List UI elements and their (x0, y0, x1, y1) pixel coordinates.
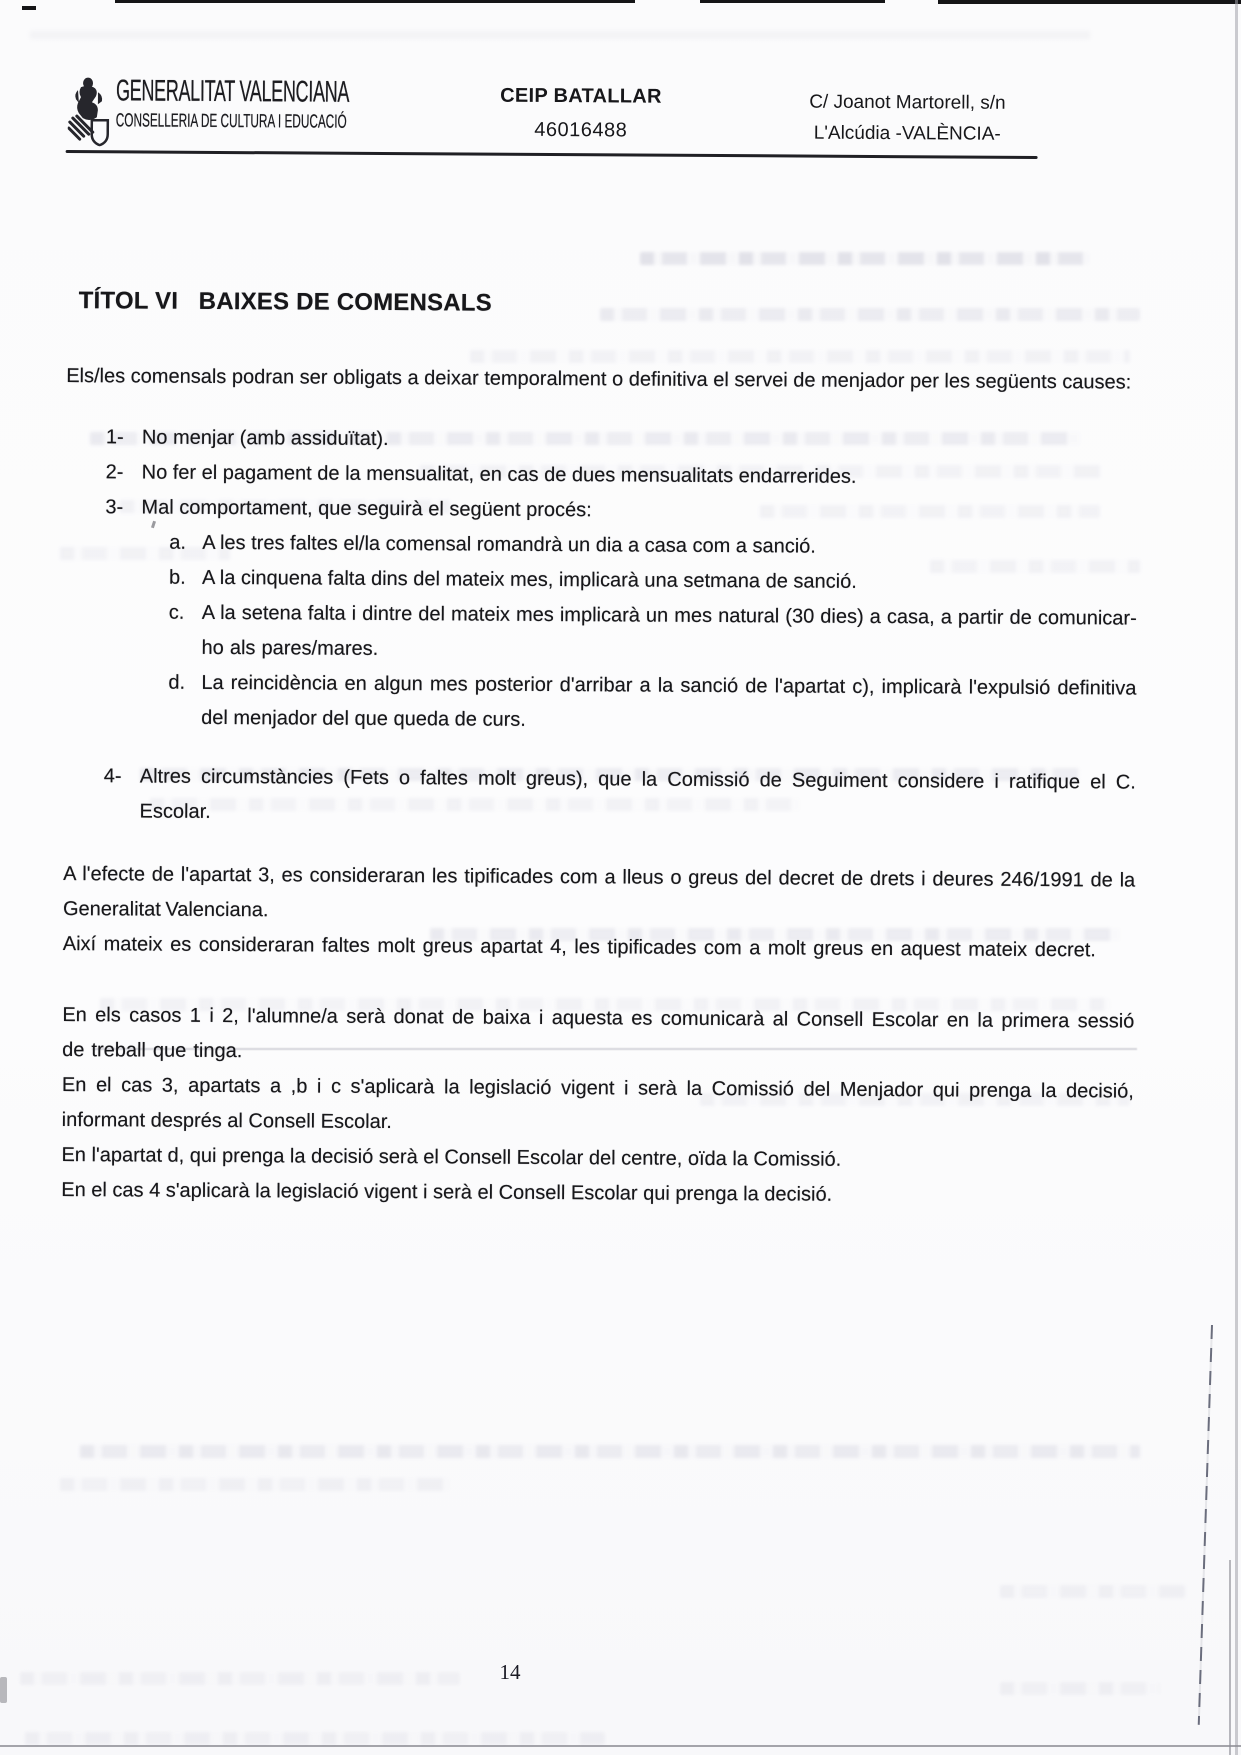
list-marker: b. (168, 566, 186, 589)
list-item (169, 526, 1137, 567)
page-number: 14 (499, 1660, 521, 1684)
intro-paragraph: Els/les comensals podran ser obligats a deixar temporalment o definitiva el servei de menjador per les següents causes: (66, 365, 1132, 394)
list-item-text: No fer el pagament de la mensualitat, en cas de dues mensualitats endarrerides. (141, 461, 857, 488)
document-header (68, 74, 1151, 159)
clarification-paragraphs (63, 857, 1136, 969)
school-name: CEIP BATALLAR (500, 84, 662, 108)
school-code: 46016488 (534, 118, 628, 142)
scan-edge-artifact (938, 0, 1241, 4)
paragraph: Així mateix es consideraran faltes molt greus apartat 4, les tipificades com a molt greus en aquest mateix decret. (62, 933, 1096, 962)
list-item (168, 666, 1136, 742)
list-item (168, 596, 1136, 672)
list-item-text: No menjar (amb assiduïtat). (141, 426, 389, 451)
list-item-text: Mal comportament, que seguirà el següent procés: (141, 496, 592, 522)
document-body (61, 286, 1139, 1215)
scan-edge-artifact (700, 0, 885, 3)
list-marker: 1- (105, 426, 124, 449)
list-marker: 3- (105, 496, 124, 519)
decision-paragraphs (61, 998, 1134, 1215)
list-item-text: A les tres faltes el/la comensal romandrà un dia a casa com a sanció. (202, 531, 816, 558)
list-marker: 4- (103, 765, 122, 788)
address-line-1: C/ Joanot Martorell, s/n (809, 91, 1006, 114)
paragraph: En el cas 4 s'aplicarà la legislació vigent i serà el Consell Escolar qui prenga la decisió. (61, 1179, 833, 1206)
org-name: GENERALITAT VALENCIANA (115, 74, 350, 109)
list-item-text: A la setena falta i dintre del mateix mes implicarà un mes natural (30 dies) a casa, a partir de comunicar-ho als pares/mares. (201, 601, 1137, 660)
list-item-text: La reincidència en algun mes posterior d'arribar a la sanció de l'apartat c), implicarà l'expulsió definitiva del menjador del que queda de curs. (201, 671, 1137, 731)
list-marker: a. (169, 531, 186, 554)
address-block (795, 86, 1020, 149)
list-marker: c. (168, 601, 185, 624)
section-title: TÍTOL VI BAIXES DE COMENSALS (78, 287, 492, 317)
org-department: CONSELLERIA DE CULTURA I EDUCACIÓ (115, 110, 347, 133)
generalitat-valenciana-emblem-icon (68, 76, 112, 146)
paragraph: En el cas 3, apartats a ,b i c s'aplicarà la legislació vigent i serà la Comissió del Menjador qui prenga la decisió, informant després al Consell Escolar. (61, 1074, 1134, 1134)
paragraph: A l'efecte de l'apartat 3, es consideraran les tipificades com a lleus o greus del decret de drets i deures 246/1991 de la Generalitat Valenciana. (62, 863, 1136, 922)
list-item-text: A la cinquena falta dins del mateix mes, implicarà una setmana de sanció. (201, 566, 857, 593)
process-steps-list (104, 525, 1137, 741)
list-marker: d. (168, 671, 186, 694)
list-marker: 2- (105, 461, 124, 484)
list-item (103, 759, 1135, 835)
school-block (456, 84, 706, 143)
list-item (104, 490, 1137, 741)
list-item (169, 561, 1137, 602)
causes-list (63, 420, 1137, 836)
organization-block (68, 74, 505, 149)
address-line-2: L'Alcúdia -VALÈNCIA- (813, 122, 1001, 145)
list-item-text: Altres circumstàncies (Fets o faltes molt greus), que la Comissió de Seguiment considere i ratifique el C. Escolar. (139, 765, 1136, 823)
paragraph: En els casos 1 i 2, l'alumne/a serà donat de baixa i aquesta es comunicarà al Consell Escolar en la primera sessió de treball que tinga. (62, 1004, 1135, 1063)
paragraph: En l'apartat d, qui prenga la decisió serà el Consell Escolar del centre, oïda la Comissió. (61, 1144, 842, 1171)
